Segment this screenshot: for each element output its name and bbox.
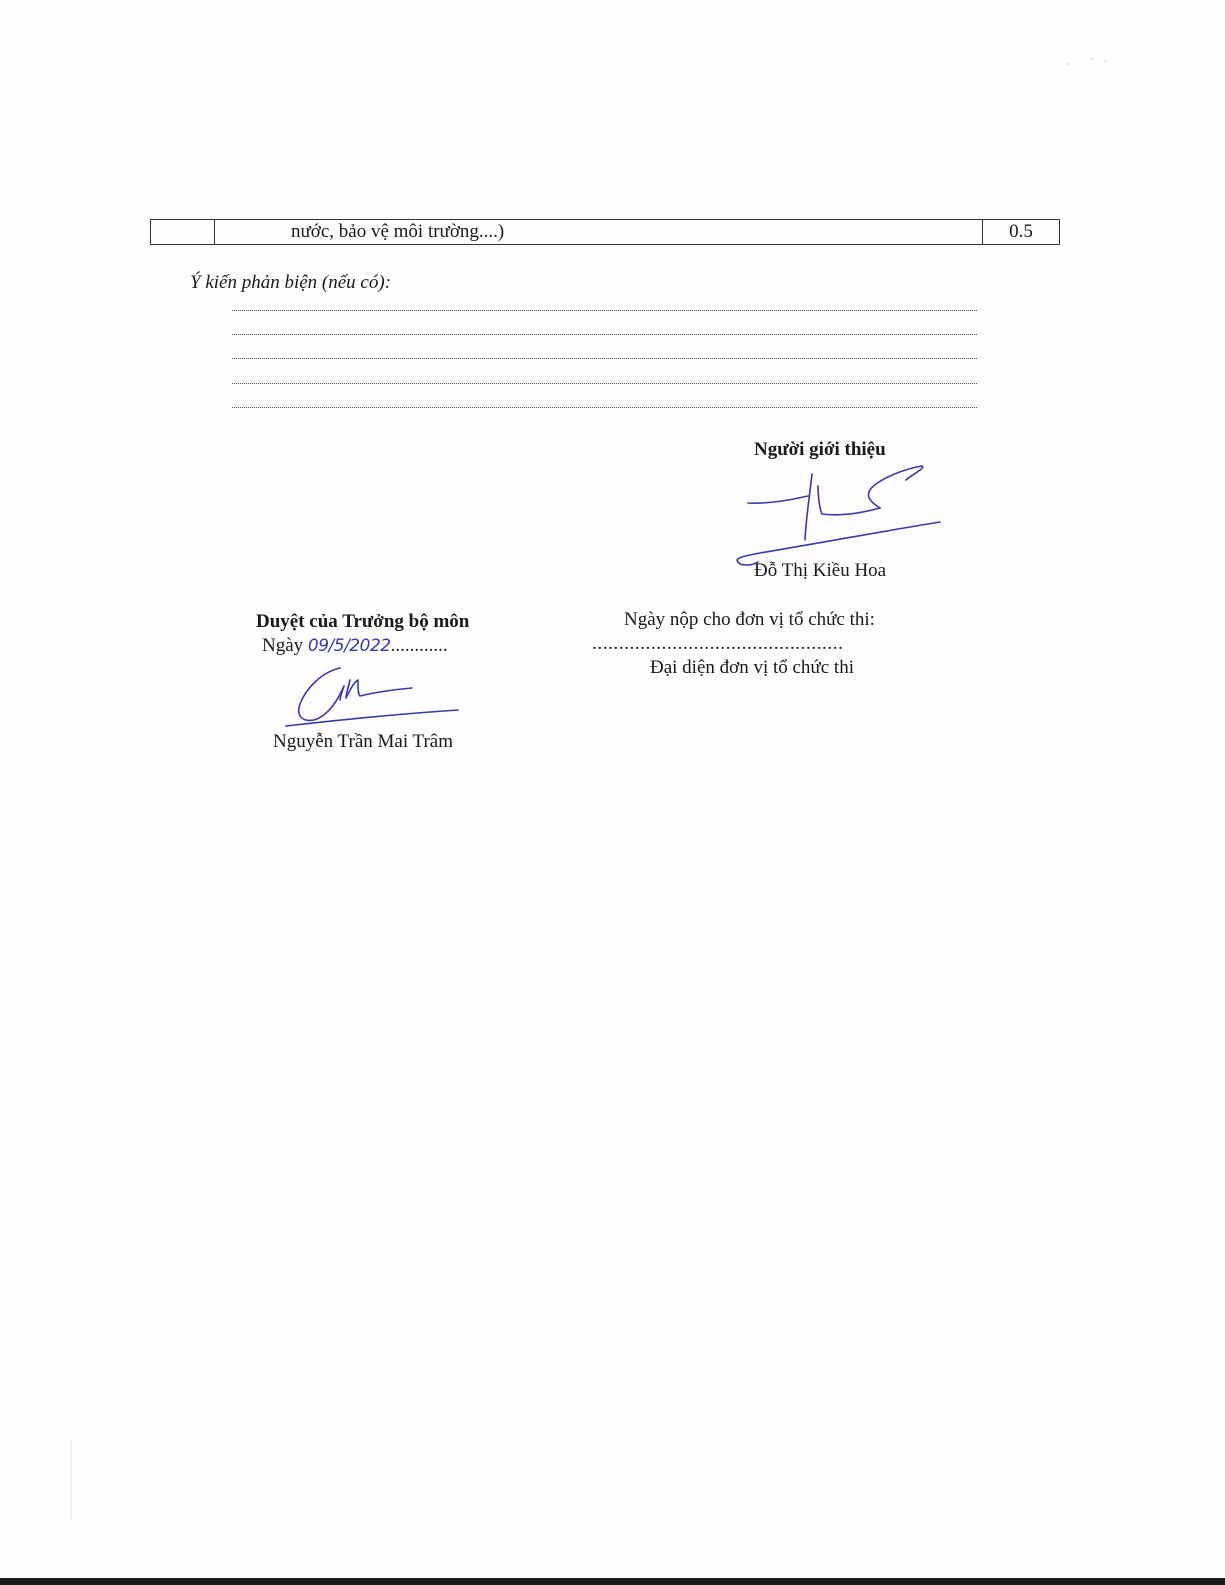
date-trailing-dots: ............	[390, 635, 448, 656]
scan-edge-shadow	[70, 1440, 72, 1520]
review-dotted-line	[232, 358, 977, 359]
criteria-table-row	[150, 219, 1060, 245]
submission-date-label: Ngày nộp cho đơn vị tổ chức thi:	[624, 609, 875, 630]
introducer-name: Đỗ Thị Kiều Hoa	[754, 560, 887, 581]
scan-bottom-edge	[0, 1578, 1225, 1585]
review-dotted-line	[232, 407, 977, 408]
scan-speck	[1104, 60, 1107, 62]
exam-unit-representative-label: Đại diện đơn vị tổ chức thi	[650, 657, 854, 678]
review-dotted-line	[232, 383, 977, 384]
date-label: Ngày	[262, 635, 304, 656]
review-dotted-line	[232, 310, 977, 311]
review-label: Ý kiến phản biện (nếu có):	[190, 272, 392, 293]
table-cell-index	[151, 220, 215, 244]
review-dotted-line	[232, 334, 977, 335]
head-of-department-name: Nguyễn Trần Mai Trâm	[273, 731, 453, 752]
head-of-department-signature	[278, 660, 468, 730]
scan-speck	[1066, 63, 1069, 65]
table-cell-score	[983, 220, 1059, 244]
handwritten-date: 09/5/2022	[307, 636, 391, 656]
submission-date-dots: ...............................................	[592, 633, 844, 654]
criterion-text: nước, bảo vệ môi trường....)	[291, 221, 505, 242]
approval-date-line	[262, 635, 448, 657]
table-cell-criterion	[215, 220, 983, 244]
score-value: 0.5	[1009, 221, 1033, 242]
introducer-signature	[730, 458, 960, 573]
head-of-department-title: Duyệt của Trưởng bộ môn	[256, 611, 470, 632]
scan-speck	[1090, 58, 1093, 60]
introducer-title: Người giới thiệu	[754, 439, 886, 460]
